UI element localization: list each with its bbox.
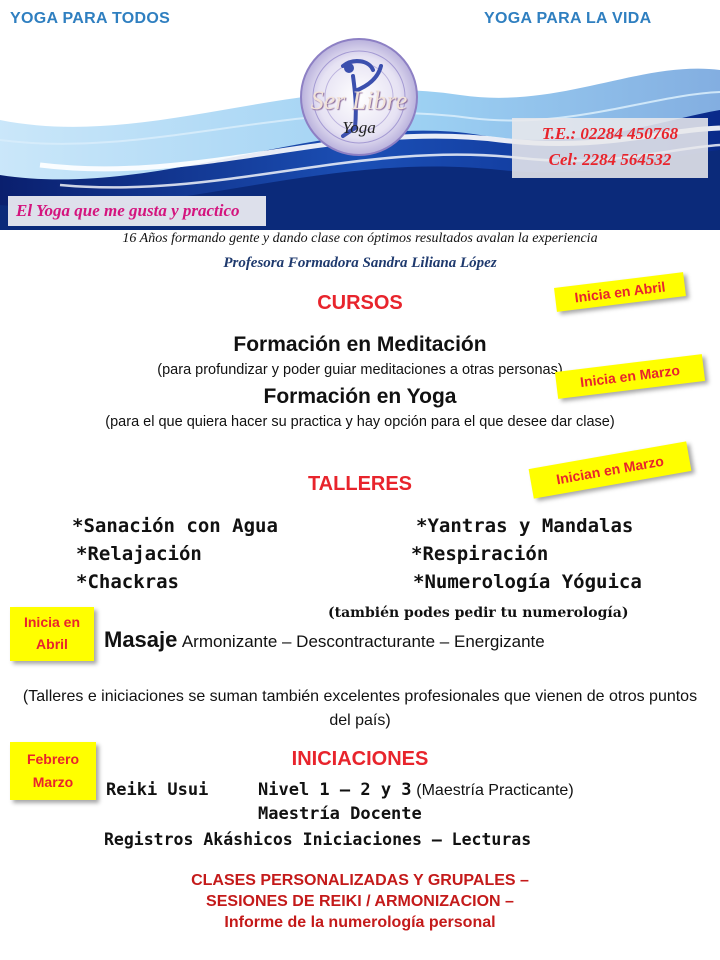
cursos-heading: CURSOS (317, 292, 403, 314)
footer-line-1: CLASES PERSONALIZADAS Y GRUPALES – (191, 872, 529, 889)
talleres-paragraph: (Talleres e iniciaciones se suman también excelentes profesionales que vienen de otros puntos del país) (22, 688, 698, 729)
iniciaciones-heading: INICIACIONES (291, 748, 429, 770)
professor-name: Profesora Formadora Sandra Liliana López (223, 255, 497, 271)
experience-text: 16 Años formando gente y dando clase con óptimos resultados avalan la experiencia (122, 231, 598, 246)
taller-numerologia: *Numerología Yóguica (413, 571, 642, 593)
footer-line-2: SESIONES DE REIKI / ARMONIZACION – (206, 893, 514, 910)
note-masaje-abril: Inicia en Abril (10, 607, 94, 661)
taller-relajacion: *Relajación (76, 543, 202, 565)
tagline-right: YOGA PARA LA VIDA (484, 10, 652, 27)
note-iniciaciones: Febrero Marzo (10, 742, 96, 800)
phone-cel: Cel: 2284 564532 (548, 150, 672, 169)
taller-respiracion: *Respiración (411, 543, 549, 565)
logo-title: Ser Libre (310, 86, 408, 115)
tagline: El Yoga que me gusta y practico (16, 201, 240, 220)
note-cursos-marzo: Inicia en Marzo (555, 354, 705, 399)
masaje-types: Armonizante – Descontracturante – Energizante (181, 632, 545, 651)
talleres-heading: TALLERES (307, 473, 413, 495)
taller-yantras: *Yantras y Mandalas (416, 515, 634, 537)
curso-meditacion-desc: (para profundizar y poder guiar meditaciones a otras personas) (157, 362, 563, 378)
reiki-usui: Reiki Usui (106, 780, 209, 800)
logo-subtitle: Yoga (342, 118, 376, 137)
masaje-line (104, 627, 545, 653)
footer-line-3: Informe de la numerología personal (224, 914, 496, 931)
phone-te: T.E.: 02284 450768 (541, 124, 679, 143)
note-talleres-marzo: Inician en Marzo (529, 441, 692, 498)
reiki-nivel-line (258, 780, 574, 800)
curso-yoga-title: Formación en Yoga (263, 385, 457, 408)
tagline-left: YOGA PARA TODOS (10, 10, 171, 27)
numerologia-note: (también podes pedir tu numerología) (328, 605, 629, 621)
reiki-nivel: Nivel 1 – 2 y 3 (258, 780, 412, 800)
reiki-nivel-note: (Maestría Practicante) (416, 782, 574, 799)
masaje-title: Masaje (104, 627, 178, 652)
registros-akashicos: Registros Akáshicos Iniciaciones – Lecturas (104, 830, 532, 849)
curso-yoga-desc: (para el que quiera hacer su practica y hay opción para el que desee dar clase) (105, 414, 615, 430)
curso-meditacion-title: Formación en Meditación (233, 333, 487, 356)
note-cursos-abril: Inicia en Abril (554, 272, 686, 312)
maestria-docente: Maestría Docente (258, 804, 422, 824)
taller-agua: *Sanación con Agua (72, 515, 278, 537)
taller-chackras: *Chackras (76, 571, 179, 593)
